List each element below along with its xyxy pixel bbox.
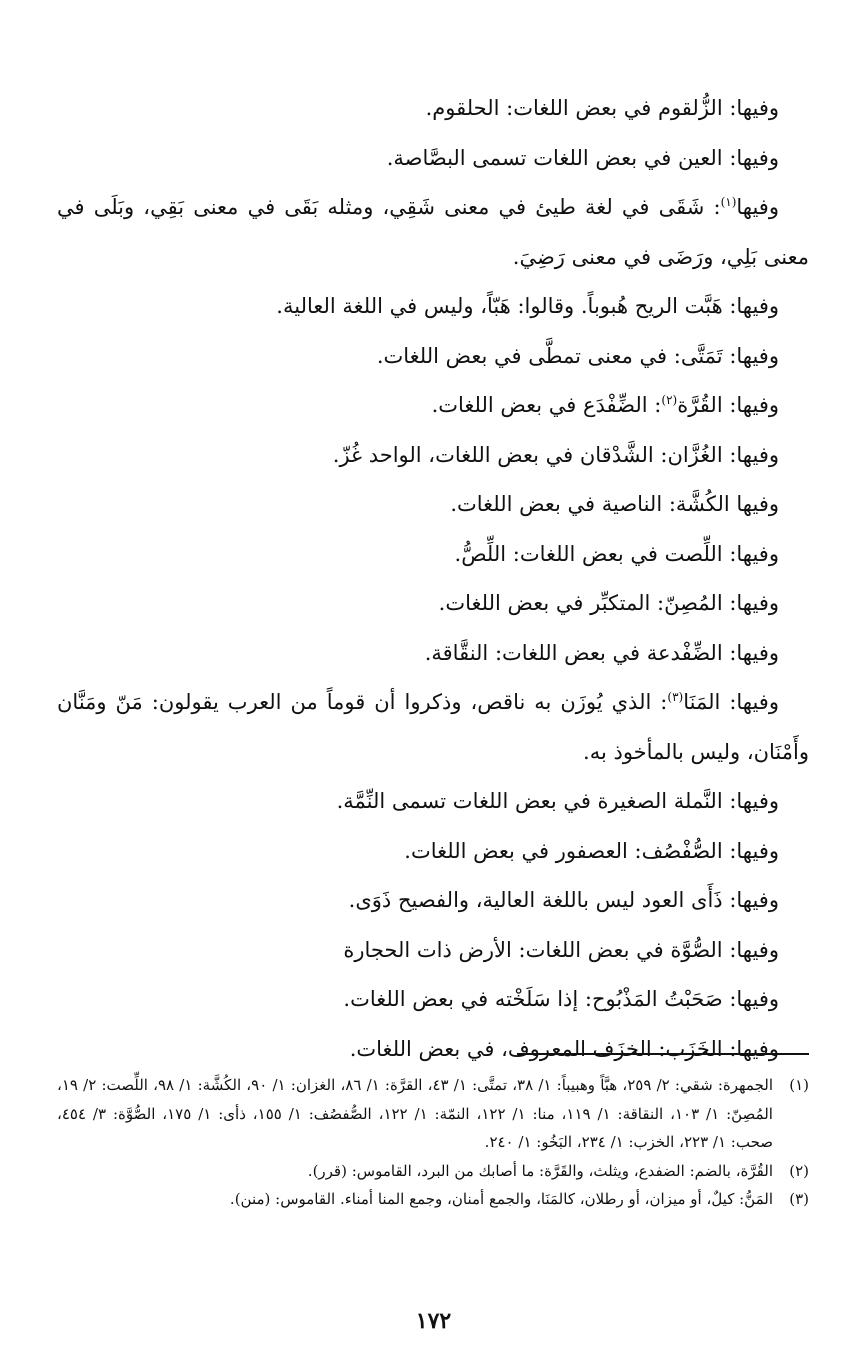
- text-line: وفيها: الخَزَب: الخزَف المعروف، في بعض اللغات.: [349, 1036, 779, 1061]
- text-segment: : شَقَى في لغة طيئ في معنى شَقِي، ومثله بَقَى في معنى بَقِي، وبَلَى في معنى بَلِي، ورَضَى في معنى رَضِيَ.: [57, 195, 809, 269]
- text-line: وفيها: الزُّلقوم في بعض اللغات: الحلقوم.: [425, 96, 779, 120]
- text-segment: وفيها: المَنَا: [683, 690, 779, 714]
- footnote: [57, 1157, 809, 1186]
- text-line: وفيها الكُشَّة: الناصية في بعض اللغات.: [450, 492, 779, 516]
- footnote-separator: [517, 1053, 809, 1055]
- text-line: وفيها: الضِّفْدعة في بعض اللغات: النقَّاقة.: [424, 640, 779, 665]
- text-paragraph: [57, 678, 809, 777]
- text-line: وفيها: المُصِنّ: المتكبِّر في بعض اللغات.: [438, 591, 779, 615]
- text-line: [57, 381, 809, 431]
- text-line: وفيها: ذَأَى العود ليس باللغة العالية، والفصيح ذَوَى.: [348, 888, 779, 912]
- text-segment: وفيها: القُرَّة: [677, 393, 779, 417]
- text-line: وفيها: العين في بعض اللغات تسمى البصَّاصة.: [386, 145, 779, 170]
- text-segment: : الذي يُوزَن به ناقص، وذكروا أن قوماً من العرب يقولون: مَنّ ومَنَّان وأَمْنَان، وليس بالمأخوذ به.: [57, 690, 809, 764]
- footnote-reference[interactable]: (٢): [661, 393, 678, 407]
- text-line: وفيها: صَحَبْتُ المَذْبُوح: إذا سَلَخْته في بعض اللغات.: [343, 987, 779, 1011]
- text-line: وفيها: النَّملة الصغيرة في بعض اللغات تسمى النِّمَّة.: [336, 789, 779, 813]
- footnote-reference[interactable]: (٣): [667, 690, 684, 704]
- text-line: وفيها: الغُزَّان: الشَّدْقان في بعض اللغات، الواحد غُزّ.: [332, 442, 779, 467]
- footnote-text: القُرَّة، بالضم: الضفدع، ويثلث، والقَرَّة: ما أصابك من البرد، القاموس: (قرر).: [307, 1161, 773, 1180]
- footnote-number: (٢): [789, 1161, 809, 1180]
- footnote-number: (١): [789, 1076, 809, 1094]
- footnote-text: المَنُّ: كيلٌ، أو ميزان، أو رطلان، كالمَنَا، والجمع أمنان، وجمع المنا أمناء. القاموس: (منن).: [229, 1190, 773, 1208]
- main-text: [57, 84, 809, 1074]
- text-line: وفيها: الصُّفْصُف: العصفور في بعض اللغات.: [404, 838, 779, 863]
- footnote: [57, 1071, 809, 1157]
- footnote: [57, 1185, 809, 1214]
- text-line: وفيها: تَمَتَّى: في معنى تمطَّى في بعض اللغات.: [376, 343, 779, 368]
- text-line: وفيها: هَبَّت الريح هُبوباً. وقالوا: هَبّاً، وليس في اللغة العالية.: [276, 294, 779, 318]
- footnote-text: الجمهرة: شقي: ٢/ ٢٥٩، هبَّاً وهبيباً: ١/ ٣٨، تمتَّى: ١/ ٤٣، القرَّة: ١/ ٨٦، الغزان: ١/ ٩٠، الكُشَّة: ١/ ٩٨، اللِّصت: ٢/ ١٩، المُصِنّ: ١/ ١٠٣، النقاقة: ١/ ١١٩، منا: ١/ ١٢٢، النمّة: ١/ ١٢٢، الصُّفصُف: ١/ ١٥٥، ذأى: ١/ ١٧٥، الصُّوَّة: ٣/ ٤٥٤، صحب: ١/ ٢٢٣، الخزب: ١/ ٢٣٤، البَخُو: ١/ ٢٤٠.: [57, 1076, 774, 1151]
- text-line: وفيها: اللِّصت في بعض اللغات: اللِّصُّ.: [454, 541, 779, 566]
- text-paragraph: [57, 183, 809, 282]
- text-line: وفيها: الصُّوَّة في بعض اللغات: الأرض ذات الحجارة: [343, 937, 779, 962]
- footnotes: [57, 1071, 809, 1214]
- text-segment: : الضِّفْدَع في بعض اللغات.: [431, 393, 662, 417]
- footnote-reference[interactable]: (١): [720, 195, 737, 209]
- page-number: ١٧٢: [415, 1308, 452, 1334]
- text-segment: وفيها: [736, 195, 779, 219]
- footnote-number: (٣): [789, 1190, 809, 1208]
